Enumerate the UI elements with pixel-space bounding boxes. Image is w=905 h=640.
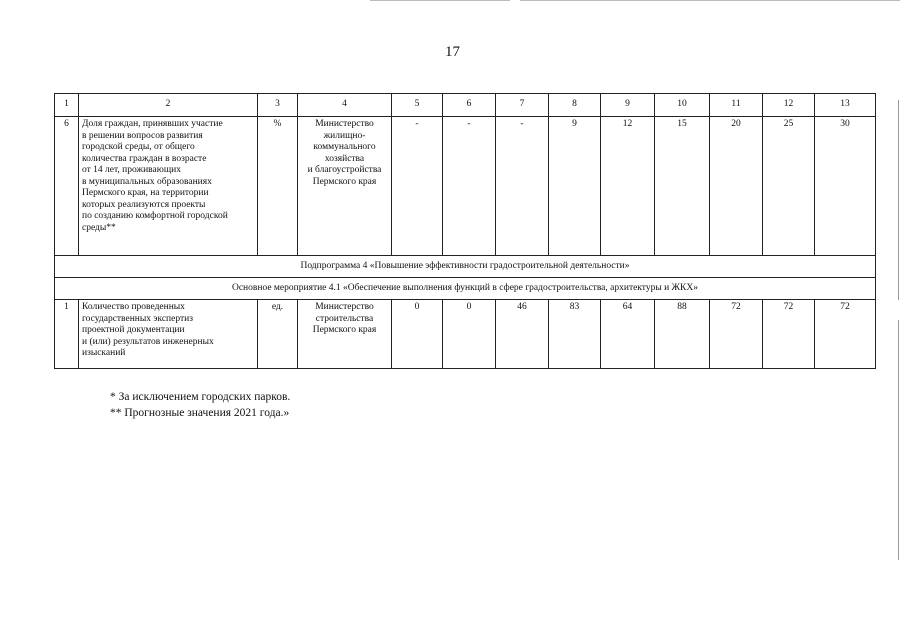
scan-edge-line <box>898 320 899 560</box>
header-cell: 6 <box>443 94 496 117</box>
value-cell: 25 <box>763 117 815 256</box>
header-cell: 7 <box>496 94 549 117</box>
value-cell: 0 <box>392 300 443 369</box>
value-cell: - <box>392 117 443 256</box>
header-cell: 13 <box>815 94 876 117</box>
unit-cell: ед. <box>258 300 298 369</box>
value-cell: 83 <box>549 300 601 369</box>
value-cell: 64 <box>601 300 655 369</box>
table-row <box>55 300 876 369</box>
indicator-name: Доля граждан, принявших участие в решении вопросов развития городской среды, от общего количества граждан в возрасте от 14 лет, проживающих в муниципальных образованиях Пермского края, на территории которых реализуются проекты по созданию комфортной городской среды** <box>79 117 258 256</box>
header-cell: 1 <box>55 94 79 117</box>
header-cell: 8 <box>549 94 601 117</box>
header-cell: 11 <box>710 94 763 117</box>
header-cell: 10 <box>655 94 710 117</box>
scan-edge-line <box>520 0 900 1</box>
header-cell: 3 <box>258 94 298 117</box>
header-cell: 12 <box>763 94 815 117</box>
table-header-row <box>55 94 876 117</box>
value-cell: 88 <box>655 300 710 369</box>
row-number: 1 <box>55 300 79 369</box>
scan-edge-line <box>898 100 899 300</box>
activity-title: Основное мероприятие 4.1 «Обеспечение выполнения функций в сфере градостроительства, архитектуры и ЖКХ» <box>55 278 876 300</box>
subprogram-row <box>55 256 876 278</box>
value-cell: 9 <box>549 117 601 256</box>
responsible-cell: Министерство строительства Пермского края <box>298 300 392 369</box>
value-cell: - <box>443 117 496 256</box>
footnote-forecast: ** Прогнозные значения 2021 года.» <box>110 407 290 419</box>
subprogram-title: Подпрограмма 4 «Повышение эффективности градостроительной деятельности» <box>55 256 876 278</box>
value-cell: 72 <box>710 300 763 369</box>
page-number: 17 <box>445 44 460 60</box>
value-cell: - <box>496 117 549 256</box>
unit-cell: % <box>258 117 298 256</box>
header-cell: 2 <box>79 94 258 117</box>
header-cell: 5 <box>392 94 443 117</box>
value-cell: 72 <box>815 300 876 369</box>
value-cell: 20 <box>710 117 763 256</box>
value-cell: 46 <box>496 300 549 369</box>
indicator-name: Количество проведенных государственных экспертиз проектной документации и (или) результатов инженерных изысканий <box>79 300 258 369</box>
activity-row <box>55 278 876 300</box>
value-cell: 0 <box>443 300 496 369</box>
header-cell: 4 <box>298 94 392 117</box>
value-cell: 72 <box>763 300 815 369</box>
header-cell: 9 <box>601 94 655 117</box>
row-number: 6 <box>55 117 79 256</box>
indicators-table <box>54 93 876 369</box>
footnotes <box>110 389 290 421</box>
scan-edge-line <box>370 0 510 1</box>
value-cell: 12 <box>601 117 655 256</box>
value-cell: 30 <box>815 117 876 256</box>
responsible-cell: Министерство жилищно- коммунального хозяйства и благоустройства Пермского края <box>298 117 392 256</box>
value-cell: 15 <box>655 117 710 256</box>
table-row <box>55 117 876 256</box>
footnote-parks: * За исключением городских парков. <box>110 391 291 403</box>
